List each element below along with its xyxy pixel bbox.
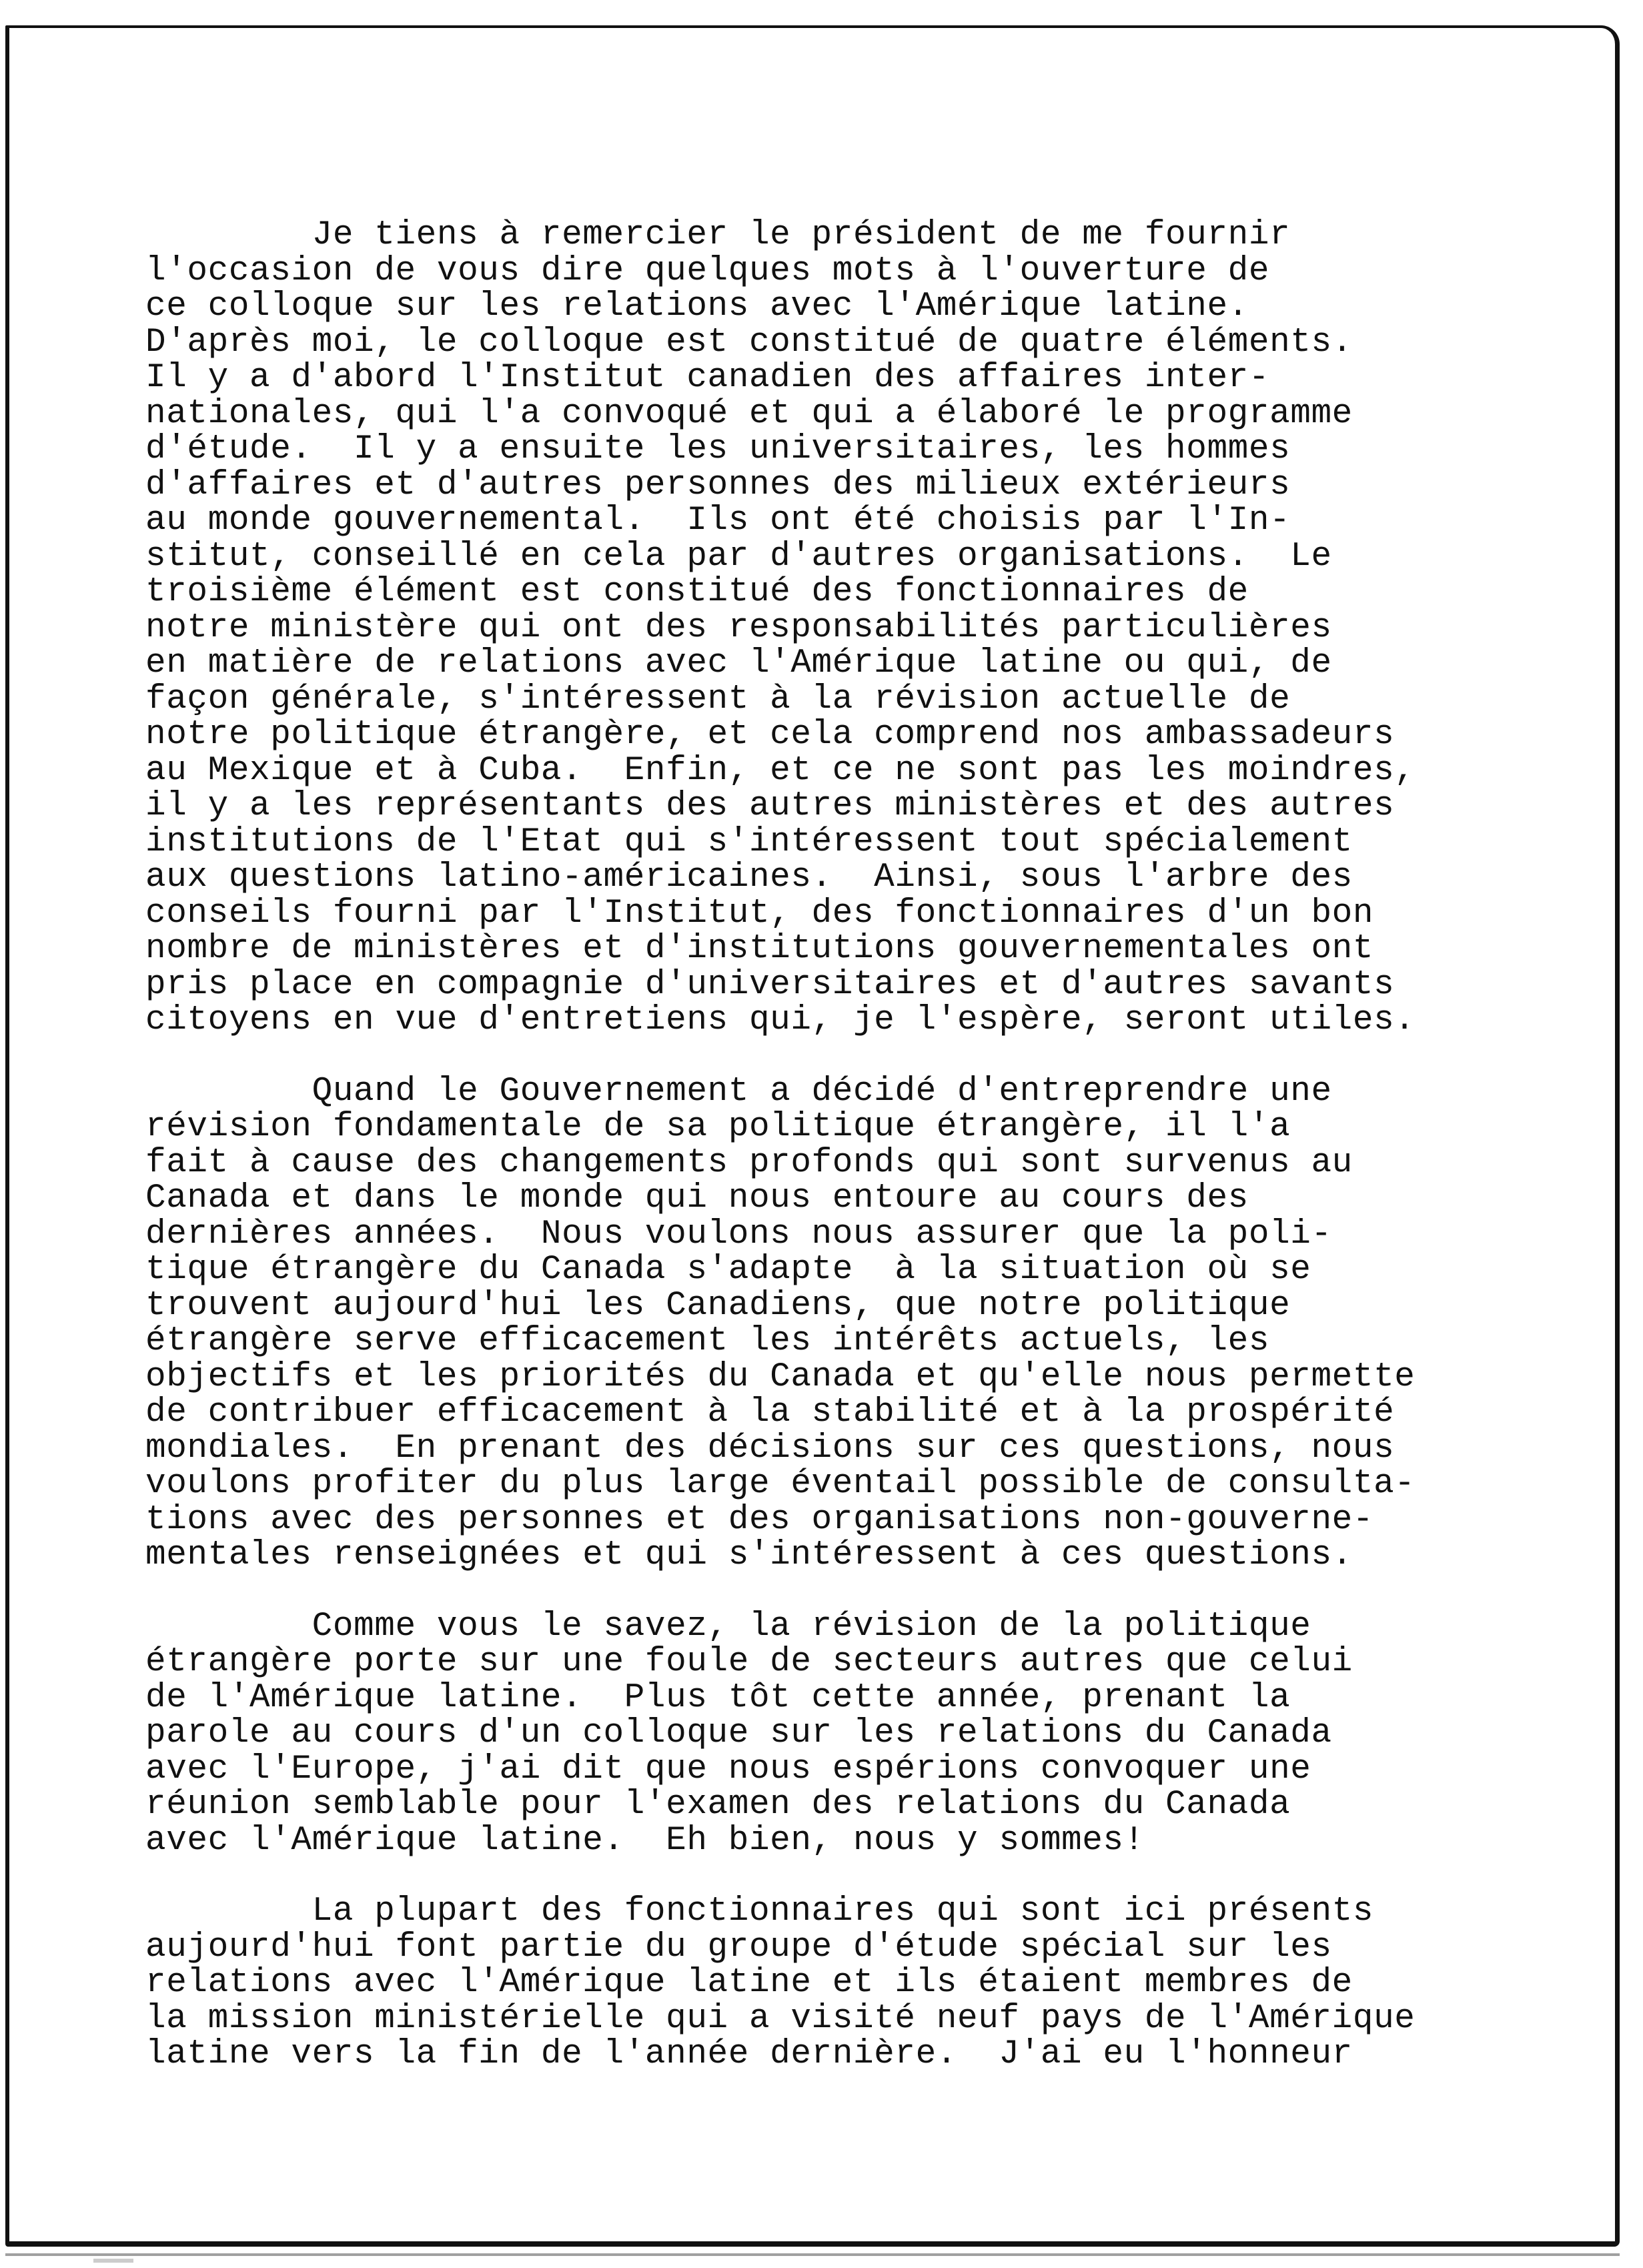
paragraph-3: Comme vous le savez, la révision de la politique étrangère porte sur une foule de secteurs autres que celui de l'Amérique latine. Plus tôt cette année, prenant la parole au cours d'un colloque sur les relations du Canada avec l'Europe, j'ai dit que nous espérions convoquer une réunion semblable pour l'examen des relations du Canada avec l'Amérique latine. Eh bien, nous y sommes! <box>145 1607 1353 1860</box>
paragraph-2: Quand le Gouvernement a décidé d'entreprendre une révision fondamentale de sa politique étrangère, il l'a fait à cause des changements profonds qui sont survenus au Canada et dans le monde qui nous entoure au cours des dernières années. Nous voulons nous assurer que la poli- tique étrangère du Canada s'adapte à la situation où se trouvent aujourd'hui les Canadiens, que notre politique étrangère serve efficacement les intérêts actuels, les objectifs et les priorités du Canada et qu'elle nous permette de contribuer efficacement à la stabilité et à la prospérité mondiales. En prenant des décisions sur ces questions, nous voulons profiter du plus large éventail possible de consulta- tions avec des personnes et des organisations non-gouverne- mentales renseignées et qui s'intéressent à ces questions. <box>145 1072 1416 1574</box>
scan-artifact <box>93 2259 133 2263</box>
paragraph-4: La plupart des fonctionnaires qui sont ici présents aujourd'hui font partie du groupe d'étude spécial sur les relations avec l'Amérique latine et ils étaient membres de la mission ministérielle qui a visité neuf pays de l'Amérique latine vers la fin de l'année dernière. J'ai eu l'honneur <box>145 1892 1416 2073</box>
document-body <box>145 217 1600 2073</box>
paragraph-1: Je tiens à remercier le président de me fournir l'occasion de vous dire quelques mots à l'ouverture de ce colloque sur les relations avec l'Amérique latine. D'après moi, le colloque est constitué de quatre éléments. Il y a d'abord l'Institut canadien des affaires inter- nationales, qui l'a convoqué et qui a élaboré le programme d'étude. Il y a ensuite les universitaires, les hommes d'affaires et d'autres personnes des milieux extérieurs au monde gouvernemental. Ils ont été choisis par l'In- stitut, conseillé en cela par d'autres organisations. Le troisième élément est constitué des fonctionnaires de notre ministère qui ont des responsabilités particulières en matière de relations avec l'Amérique latine ou qui, de façon générale, s'intéressent à la révision actuelle de notre politique étrangère, et cela comprend nos ambassadeurs au Mexique et à Cuba. Enfin, et ce ne sont pas les moindres, il y a les représentants des autres ministères et des autres institutions de l'Etat qui s'intéressent tout spécialement aux questions latino-américaines. Ainsi, sous l'arbre des conseils fourni par l'Institut, des fonctionnaires d'un bon nombre de ministères et d'institutions gouvernementales ont pris place en compagnie d'universitaires et d'autres savants citoyens en vue d'entretiens qui, je l'espère, seront utiles. <box>145 216 1416 1039</box>
